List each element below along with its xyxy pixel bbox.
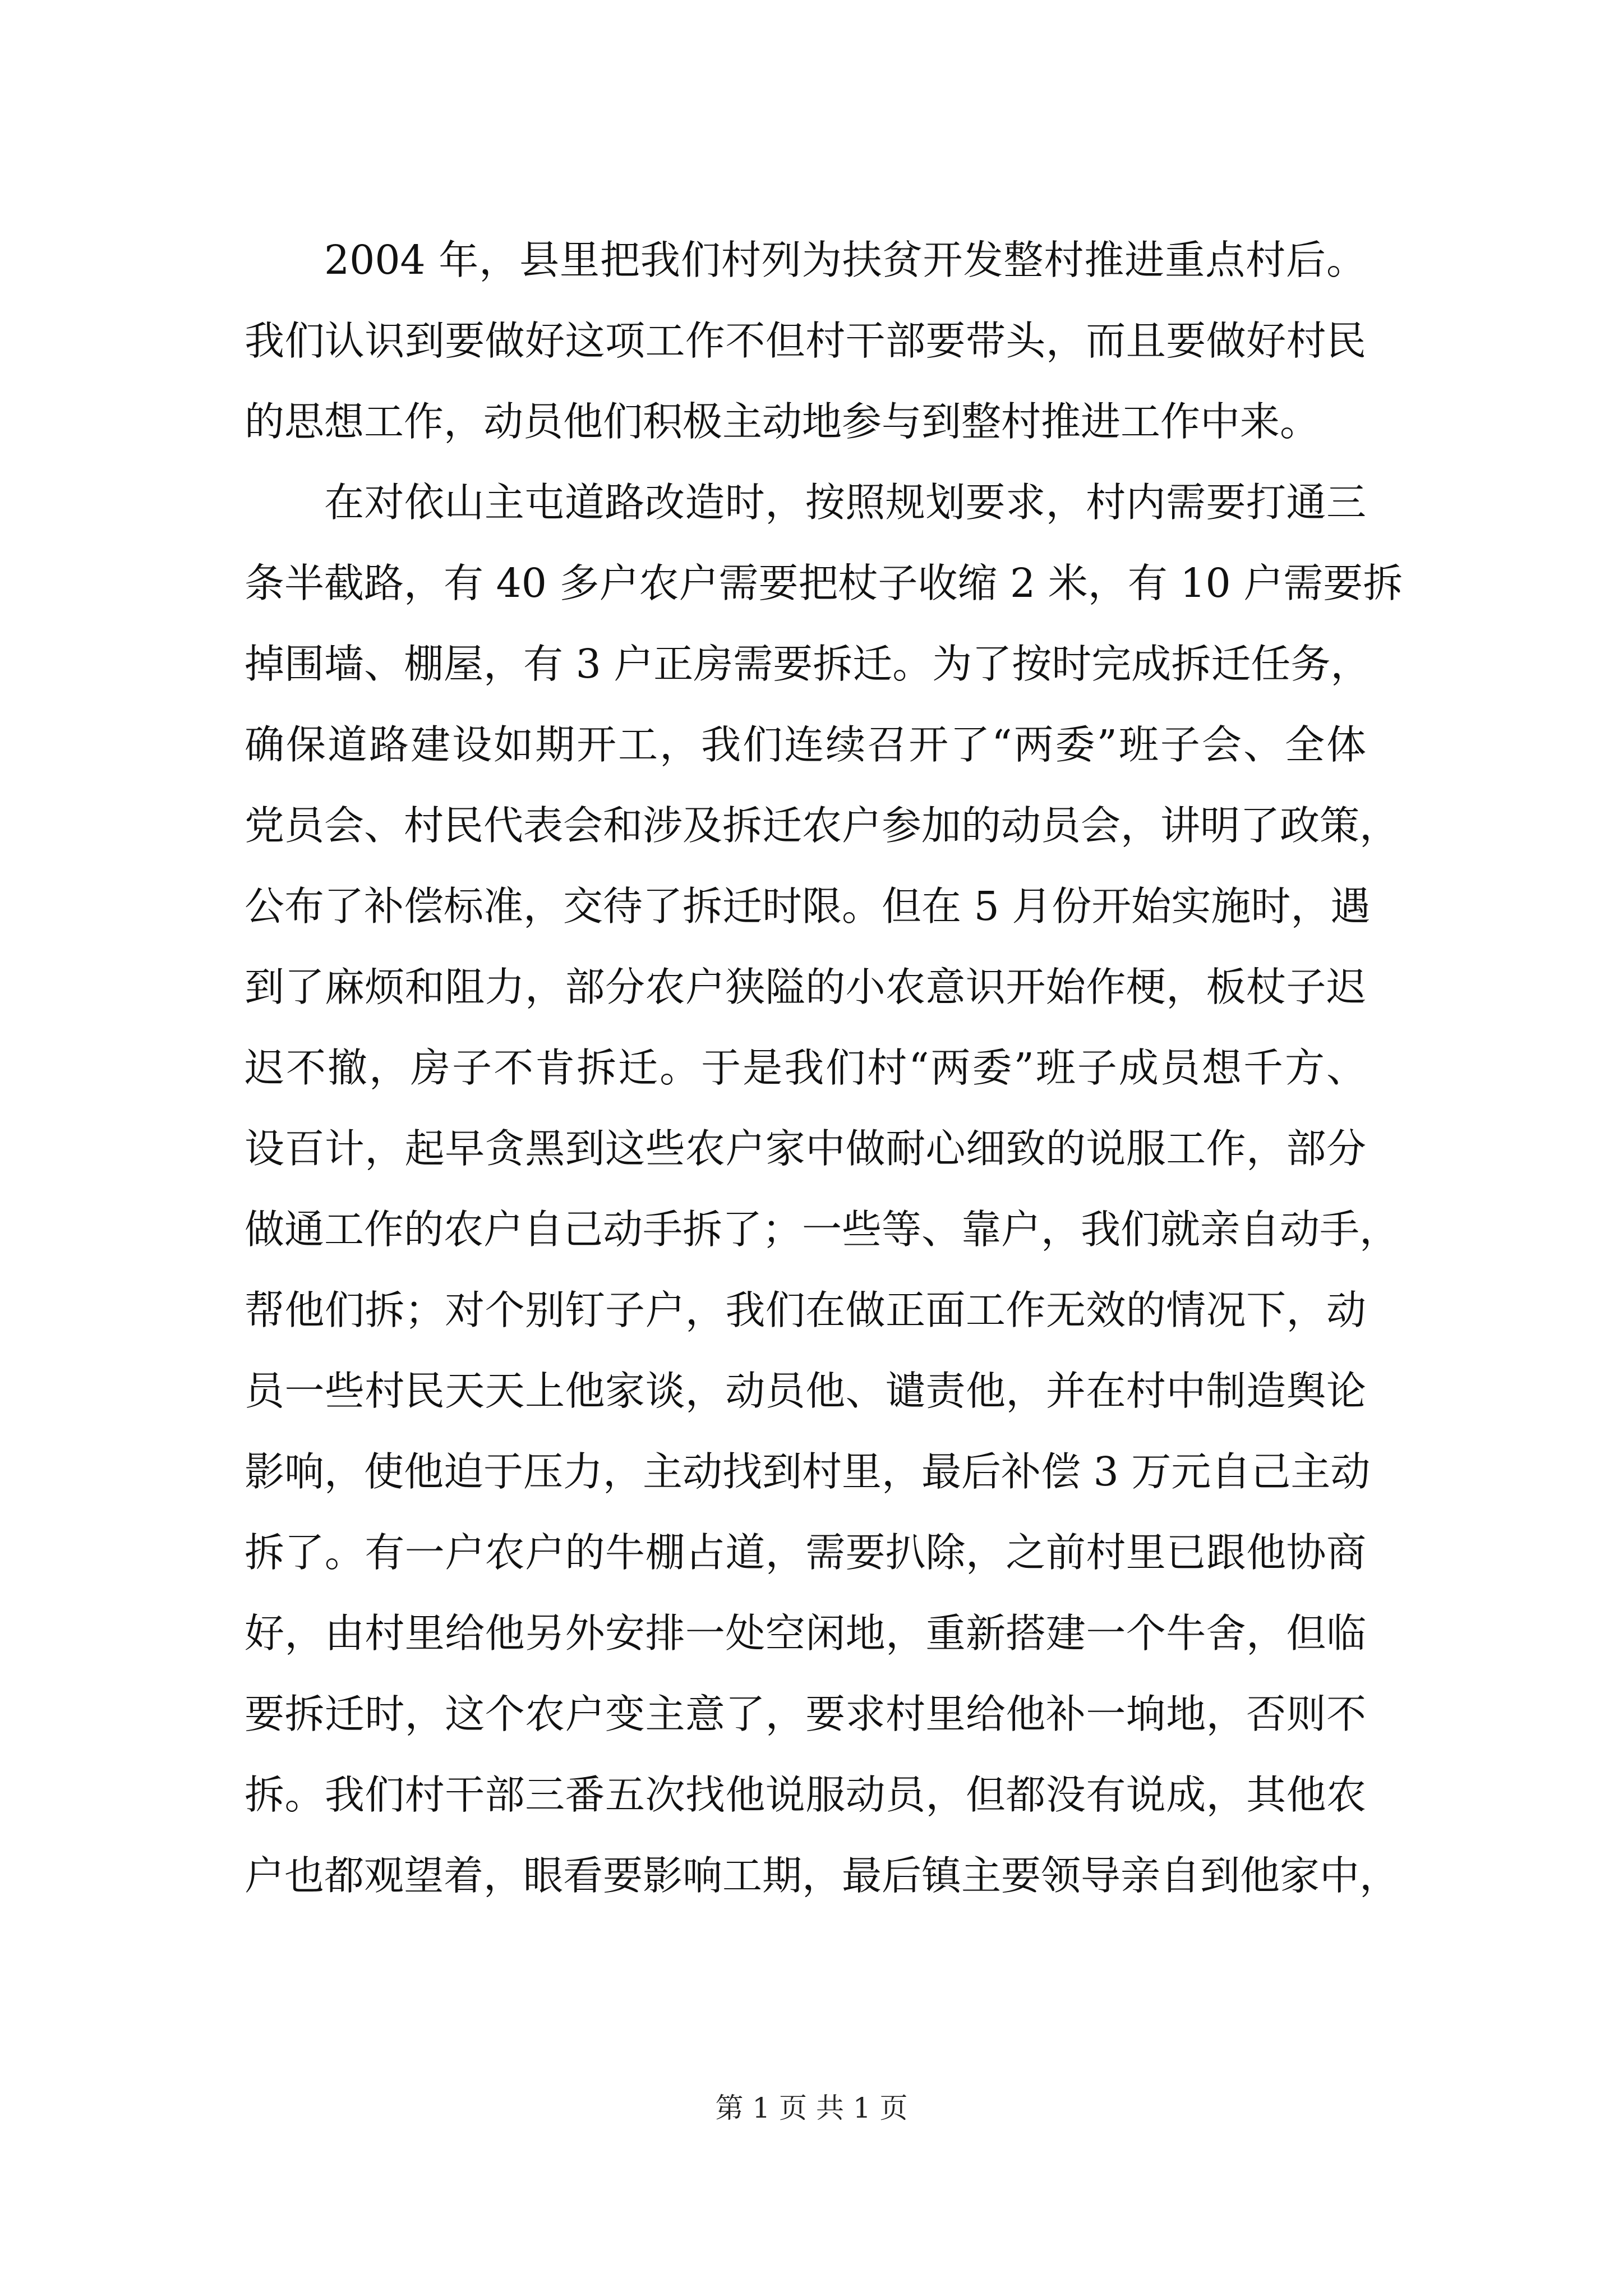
text-line: 党员会、村民代表会和涉及拆迁农户参加的动员会，讲明了政策， xyxy=(245,802,1400,849)
text-line: 员一些村民天天上他家谈，动员他、谴责他，并在村中制造舆论 xyxy=(245,1368,1366,1414)
text-line: 条半截路，有 40 多户农户需要把杖子收缩 2 米，有 10 户需要拆 xyxy=(245,560,1403,606)
text-line: 的思想工作，动员他们积极主动地参与到整村推进工作中来。 xyxy=(245,398,1320,445)
text-line: 我们认识到要做好这项工作不但村干部要带头，而且要做好村民 xyxy=(245,318,1366,364)
text-line xyxy=(245,1916,1366,1997)
text-line: 影响，使他迫于压力，主动找到村里，最后补偿 3 万元自己主动 xyxy=(245,1448,1371,1495)
text-line: 掉围墙、棚屋，有 3 户正房需要拆迁。为了按时完成拆迁任务， xyxy=(245,641,1371,687)
text-line: 拆。我们村干部三番五次找他说服动员，但都没有说成，其他农 xyxy=(245,1772,1366,1818)
page-number: 第 1 页 共 1 页 xyxy=(715,2092,908,2124)
text-line xyxy=(245,1997,1366,2078)
text-line: 做通工作的农户自己动手拆了；一些等、靠户，我们就亲自动手， xyxy=(245,1206,1400,1253)
text-line: 户也都观望着，眼看要影响工期，最后镇主要领导亲自到他家中， xyxy=(245,1852,1400,1899)
text-line: 2004 年，县里把我们村列为扶贫开发整村推进重点村后。 xyxy=(324,237,1366,283)
text-line: 拆了。有一户农户的牛棚占道，需要扒除，之前村里已跟他协商 xyxy=(245,1529,1366,1576)
page-footer xyxy=(0,2091,1623,2125)
document-body xyxy=(245,220,1403,2078)
text-line: 公布了补偿标准，交待了拆迁时限。但在 5 月份开始实施时，遇 xyxy=(245,883,1371,930)
text-line: 确保道路建设如期开工，我们连续召开了“两委”班子会、全体 xyxy=(245,721,1366,768)
text-line: 在对依山主屯道路改造时，按照规划要求，村内需要打通三 xyxy=(324,479,1366,526)
text-line: 到了麻烦和阻力，部分农户狭隘的小农意识开始作梗，板杖子迟 xyxy=(245,964,1366,1010)
text-line: 要拆迁时，这个农户变主意了，要求村里给他补一垧地，否则不 xyxy=(245,1691,1366,1737)
paragraph xyxy=(245,462,1403,2078)
text-line: 迟不撤，房子不肯拆迁。于是我们村“两委”班子成员想千方、 xyxy=(245,1045,1366,1091)
text-line: 帮他们拆；对个别钉子户，我们在做正面工作无效的情况下，动 xyxy=(245,1287,1366,1333)
text-line: 设百计，起早贪黑到这些农户家中做耐心细致的说服工作，部分 xyxy=(245,1125,1366,1172)
paragraph xyxy=(245,220,1366,462)
text-line: 好，由村里给他另外安排一处空闲地，重新搭建一个牛舍，但临 xyxy=(245,1610,1366,1657)
